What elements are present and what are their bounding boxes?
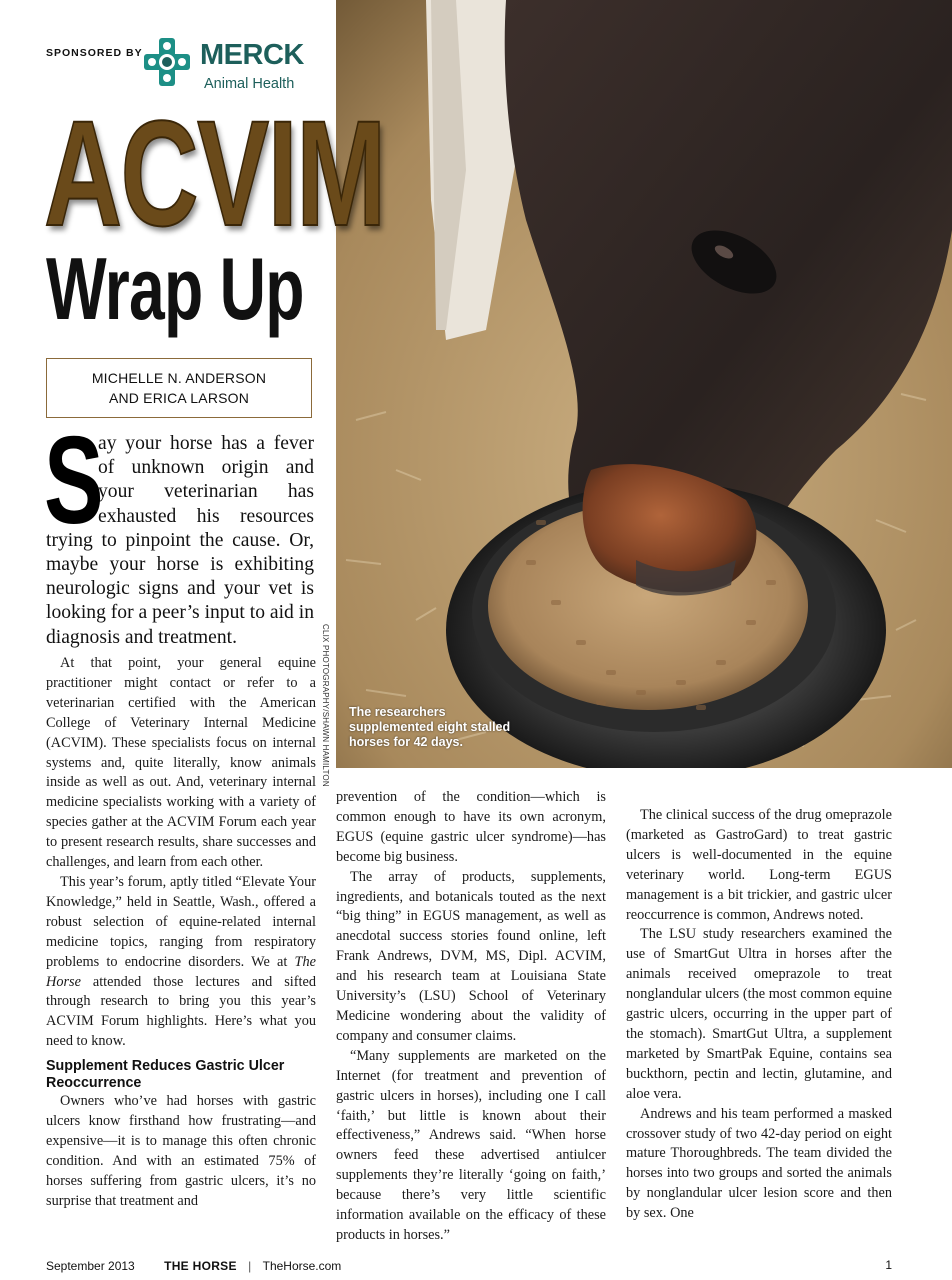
footer-website-link[interactable]: TheHorse.com	[262, 1258, 342, 1273]
lede-paragraph	[44, 412, 314, 650]
sponsor-brand-subtitle: Animal Health	[204, 76, 295, 92]
sponsor-brand-name: MERCK	[200, 39, 304, 71]
byline-box	[46, 358, 312, 418]
article-column-1	[46, 654, 316, 1212]
body-paragraph: Andrews and his team performed a masked crossover study of two 42-day period on eight mature Thoroughbreds. The team divided the horses into two groups and sorted the animals by nonglandular ulcer lesion score and then by sex. One	[626, 1105, 892, 1222]
byline-author-2: AND ERICA LARSON	[108, 390, 250, 406]
hero-photo	[336, 0, 952, 768]
body-paragraph: At that point, your general equine practitioner might contact or refer to a veterinarian certified with the American College of Veterinary Internal Medicine (ACVIM). These specialists focus on internal systems and, quite literally, know animals inside as well as out. And, veterinary internal medicine specialists working with a variety of species gather at the ACVIM Forum each year to present research results, share successes and challenges, and learn from each other.	[46, 655, 316, 871]
lede-text: ay your horse has a fever of unknown origin and your veterinarian has exhausted his resources trying to pinpoint the cause. Or, maybe your horse is exhibiting neurologic signs and your vet is looking for a peer’s input to aid in diagnosis and treatment.	[46, 433, 314, 648]
page-number: 1	[885, 1258, 892, 1272]
body-paragraph: The array of products, supplements, ingredients, and botanicals touted as the next “big thing” in EGUS management, as well as anecdotal success stories found online, left Frank Andrews, DVM, MS, Dipl. ACVIM, and his research team at Louisiana State University’s (LSU) School of Veterinary Medicine wondering about the validity of company and consumer claims.	[336, 868, 606, 1044]
body-paragraph: The clinical success of the drug omeprazole (marketed as GastroGard) to treat gastric ulcers is well-documented in the equine veterinary world. Long-term EGUS management is a bit trickier, and gastric ulcer reoccurrence is common, Andrews noted.	[626, 807, 892, 923]
section-heading: Supplement Reduces Gastric Ulcer Reoccurrence	[46, 1058, 285, 1092]
footer-separator: |	[248, 1258, 252, 1273]
body-paragraph: prevention of the condition—which is common enough to have its own acronym, EGUS (equine gastric ulcer syndrome)—has become big business.	[336, 789, 606, 865]
photo-caption: The researchers supplemented eight stalled horses for 42 days.	[349, 705, 511, 749]
drop-cap: S	[44, 412, 104, 550]
body-paragraph: Owners who’ve had horses with gastric ulcers know firsthand how frustrating—and expensive—it is to manage this often chronic condition. And with an estimated 75% of horses suffering from gastric ulcers, it’s no surprise that treatment and	[46, 1093, 316, 1209]
body-paragraph: The LSU study researchers examined the use of SmartGut Ultra in horses after the animals received omeprazole to treat nonglandular ulcers (the most common equine gastric ulcers, occurring in the upper part of the stomach). SmartGut Ultra, a supplement marketed by SmartPak Equine, contains sea buckthorn, pectin and lectin, glutamine, and aloe vera.	[626, 926, 892, 1102]
sponsored-by-label: SPONSORED BY	[46, 47, 143, 59]
footer-issue-date: September 2013	[46, 1258, 135, 1273]
body-text: attended those lectures and sifted through research to bring you this year’s ACVIM Forum highlights. Here’s what you need to know.	[46, 973, 316, 1050]
body-paragraph	[46, 873, 316, 1052]
horse-eating-photo-illustration	[336, 0, 952, 768]
page-footer	[46, 1258, 892, 1273]
article-column-3	[626, 806, 892, 1224]
magazine-name-italic: The Horse	[46, 953, 316, 990]
byline-author-1: MICHELLE N. ANDERSON	[91, 370, 267, 386]
footer-magazine-name: THE HORSE	[164, 1258, 237, 1273]
article-column-2	[336, 788, 606, 1246]
merck-logo-icon	[144, 38, 190, 86]
headline-acvim: ACVIM	[44, 89, 385, 257]
photo-credit: CLIX PHOTOGRAPHY/SHAWN HAMILTON	[321, 624, 330, 787]
body-text: This year’s forum, aptly titled “Elevate Your Knowledge,” held in Seattle, Wash., offered a robust selection of equine-related internal medicine topics, ranging from respiratory problems to endocrine disorders. We at	[46, 873, 316, 970]
body-paragraph: “Many supplements are marketed on the Internet (for treatment and prevention of gastric ulcers in horses), including one I call ‘faith,’ but little is known about their effectiveness,” Andrews said. “When horse owners feed these advertised antiulcer supplements they’re literally ‘going on faith,’ because there’s very little scientific information available on the efficacy of these products in horses.”	[336, 1047, 606, 1243]
headline-wrap-up: Wrap Up	[46, 239, 304, 338]
